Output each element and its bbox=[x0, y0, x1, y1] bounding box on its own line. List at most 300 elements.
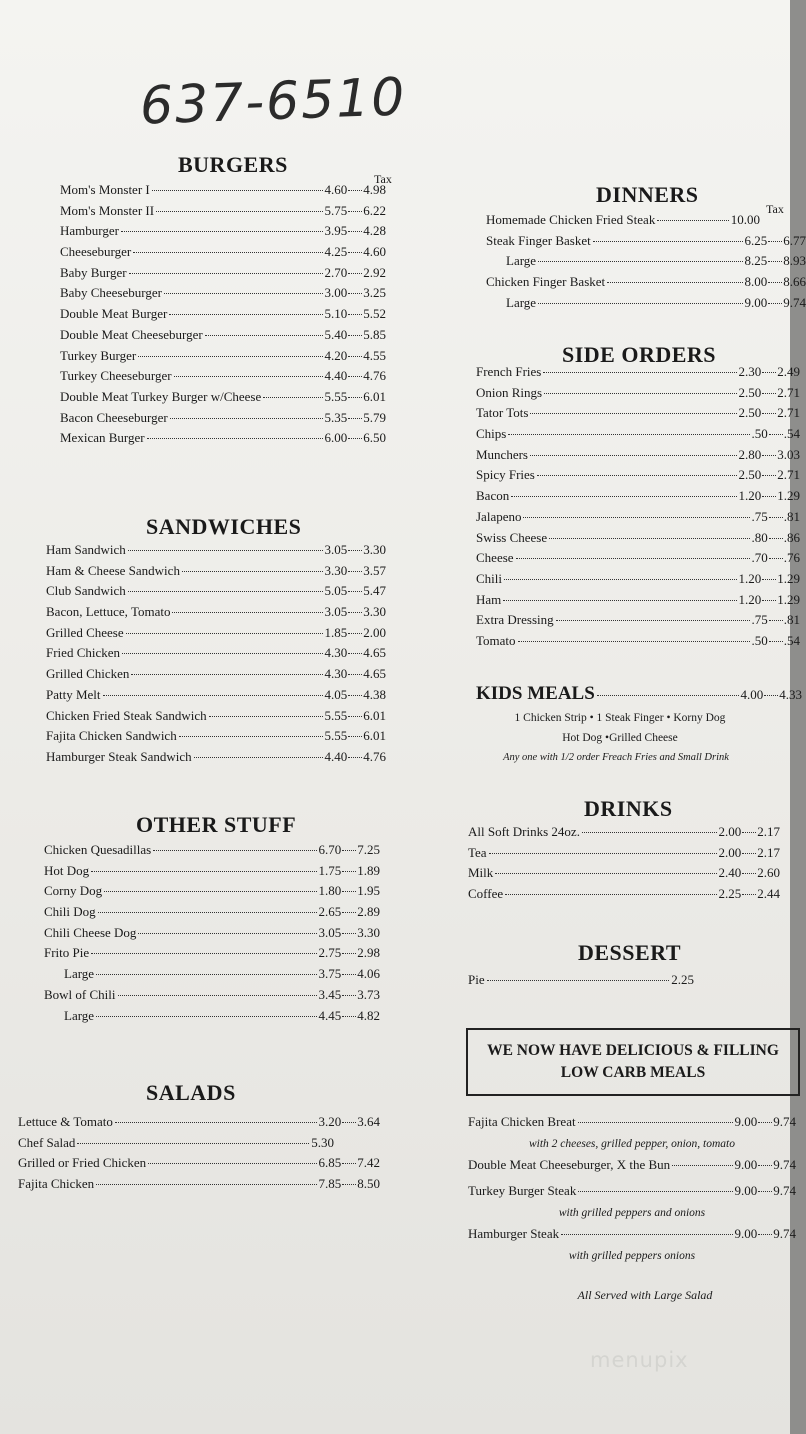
item-name: Chili Cheese Dog bbox=[44, 924, 137, 940]
item-name: Lettuce & Tomato bbox=[18, 1114, 113, 1129]
dot-leader bbox=[504, 579, 736, 580]
item-price-with-tax: 7.25 bbox=[357, 842, 380, 857]
menu-item-row bbox=[476, 362, 800, 383]
menu-item-row bbox=[476, 631, 800, 652]
menu-item-row bbox=[18, 1153, 380, 1174]
dot-leader bbox=[342, 953, 356, 954]
dot-leader bbox=[758, 1191, 772, 1192]
item-price: 2.30 bbox=[738, 364, 762, 379]
dot-leader bbox=[578, 1122, 733, 1123]
item-name: Mexican Burger bbox=[60, 430, 145, 446]
dot-leader bbox=[348, 376, 362, 377]
menu-item-row bbox=[468, 863, 780, 884]
dot-leader bbox=[543, 372, 736, 373]
menu-item-row bbox=[476, 403, 800, 424]
menu-item-row bbox=[44, 923, 380, 944]
item-price: 2.25 bbox=[671, 972, 694, 987]
item-price-with-tax: 5.47 bbox=[363, 583, 386, 599]
menu-item-row bbox=[476, 424, 800, 445]
other-stuff-title: OTHER STUFF bbox=[136, 812, 297, 837]
item-price: 1.20 bbox=[738, 591, 762, 607]
dot-leader bbox=[672, 1165, 732, 1166]
menu-item-row bbox=[46, 643, 386, 664]
dot-leader bbox=[194, 757, 323, 758]
dot-leader bbox=[348, 356, 362, 357]
item-price-with-tax: 2.44 bbox=[757, 886, 780, 902]
item-name: Tomato bbox=[476, 632, 516, 648]
sandwiches-title: SANDWICHES bbox=[146, 514, 302, 539]
item-note: with 2 cheeses, grilled pepper, onion, tomato bbox=[528, 1137, 736, 1150]
dot-leader bbox=[348, 633, 362, 634]
dot-leader bbox=[77, 1143, 309, 1144]
item-price-with-tax: 3.25 bbox=[363, 285, 386, 301]
item-price: 4.45 bbox=[318, 1007, 342, 1023]
item-price-with-tax: 4.98 bbox=[363, 182, 386, 197]
item-price: 6.70 bbox=[318, 842, 342, 857]
item-name: Large bbox=[506, 253, 537, 269]
dot-leader bbox=[518, 641, 750, 642]
item-price-with-tax: 2.71 bbox=[777, 405, 800, 421]
menu-item-row bbox=[44, 943, 380, 964]
item-price: 2.70 bbox=[324, 264, 348, 280]
dot-leader bbox=[342, 850, 356, 851]
item-name: Fajita Chicken Sandwich bbox=[46, 728, 177, 744]
item-price: 10.00 bbox=[730, 212, 760, 227]
item-name: Double Meat Burger bbox=[60, 306, 168, 322]
sandwiches-list bbox=[46, 540, 386, 768]
item-price-with-tax: 8.50 bbox=[357, 1176, 380, 1192]
item-name: Cheese bbox=[476, 550, 514, 566]
kids-meals-line3: Any one with 1/2 order Freach Fries and Small Drink bbox=[503, 752, 729, 763]
item-price: 9.00 bbox=[734, 1156, 758, 1172]
dot-leader bbox=[263, 397, 322, 398]
handwritten-phone-number: 637-6510 bbox=[139, 67, 408, 137]
dessert-title: DESSERT bbox=[578, 940, 681, 965]
dot-leader bbox=[742, 832, 756, 833]
dot-leader bbox=[544, 393, 736, 394]
menu-item-row bbox=[486, 251, 806, 272]
dot-leader bbox=[505, 894, 716, 895]
item-name: Fajita Chicken Breat bbox=[468, 1114, 576, 1129]
item-name: All Soft Drinks 24oz. bbox=[468, 824, 580, 839]
dot-leader bbox=[538, 261, 742, 262]
item-price-with-tax: .81 bbox=[783, 612, 800, 628]
item-name: Patty Melt bbox=[46, 686, 101, 702]
menu-item-row bbox=[46, 706, 386, 727]
menu-item-row bbox=[60, 242, 386, 263]
salads-title: SALADS bbox=[146, 1080, 236, 1105]
item-name: Corny Dog bbox=[44, 883, 103, 899]
menu-item-row bbox=[18, 1174, 380, 1195]
item-price-with-tax: .54 bbox=[783, 426, 800, 442]
dot-leader bbox=[148, 1163, 316, 1164]
dot-leader bbox=[768, 261, 782, 262]
dot-leader bbox=[582, 832, 717, 833]
kids-meals-title: KIDS MEALS bbox=[476, 683, 595, 704]
dot-leader bbox=[769, 434, 783, 435]
dot-leader bbox=[348, 674, 362, 675]
dot-leader bbox=[342, 995, 356, 996]
item-price: 9.00 bbox=[734, 1226, 758, 1242]
kids-meals-line1: 1 Chicken Strip • 1 Steak Finger • Korny Dog bbox=[514, 712, 726, 724]
item-price-with-tax: 8.66 bbox=[783, 274, 806, 290]
item-price-with-tax: 2.98 bbox=[357, 945, 380, 961]
dot-leader bbox=[769, 538, 783, 539]
menu-item-row bbox=[476, 465, 800, 486]
menu-item-row bbox=[46, 581, 386, 602]
item-price: .80 bbox=[751, 529, 768, 545]
dot-leader bbox=[348, 438, 362, 439]
dot-leader bbox=[348, 612, 362, 613]
item-price: 4.25 bbox=[324, 244, 348, 260]
dot-leader bbox=[762, 455, 776, 456]
item-name: Large bbox=[64, 966, 95, 982]
dot-leader bbox=[549, 538, 749, 539]
dot-leader bbox=[342, 891, 356, 892]
dot-leader bbox=[561, 1234, 732, 1235]
item-name: Cheeseburger bbox=[60, 244, 132, 260]
item-name: Grilled Chicken bbox=[46, 666, 130, 682]
item-price: 2.65 bbox=[318, 904, 342, 920]
dot-leader bbox=[489, 853, 717, 854]
dot-leader bbox=[170, 418, 323, 419]
other-stuff-list bbox=[44, 840, 380, 1026]
item-price-with-tax: 6.22 bbox=[363, 202, 386, 218]
item-price-with-tax: 2.71 bbox=[777, 467, 800, 483]
item-name: Bacon Cheeseburger bbox=[60, 409, 168, 425]
item-price: 5.55 bbox=[324, 707, 348, 723]
item-price-with-tax: 9.74 bbox=[773, 1114, 796, 1129]
item-price: .75 bbox=[751, 508, 768, 524]
menu-item-row bbox=[476, 507, 800, 528]
dot-leader bbox=[342, 1163, 356, 1164]
dot-leader bbox=[348, 550, 362, 551]
menu-item-row bbox=[44, 1006, 380, 1027]
item-price-with-tax: 6.01 bbox=[363, 388, 386, 404]
low-carb-footer: All Served with Large Salad bbox=[577, 1288, 713, 1302]
dinners-title: DINNERS bbox=[596, 182, 699, 207]
dot-leader bbox=[128, 550, 323, 551]
dot-leader bbox=[762, 600, 776, 601]
item-note: with grilled peppers and onions bbox=[558, 1207, 706, 1220]
item-price-with-tax: 2.89 bbox=[357, 904, 380, 920]
menu-item-row bbox=[468, 822, 780, 843]
item-price-with-tax: 1.29 bbox=[777, 488, 800, 504]
menu-item-row bbox=[60, 304, 386, 325]
item-price-with-tax: 3.03 bbox=[777, 446, 800, 462]
item-price: 1.20 bbox=[738, 570, 762, 586]
item-name: Chef Salad bbox=[18, 1134, 76, 1150]
dot-leader bbox=[530, 413, 736, 414]
dot-leader bbox=[96, 1016, 316, 1017]
dot-leader bbox=[537, 475, 737, 476]
dot-leader bbox=[118, 995, 317, 996]
item-price: 8.25 bbox=[744, 253, 768, 269]
item-price: 2.00 bbox=[718, 844, 742, 860]
item-price-with-tax: 2.92 bbox=[363, 264, 386, 280]
dot-leader bbox=[205, 335, 323, 336]
item-price: 8.00 bbox=[744, 274, 768, 290]
menu-item-row bbox=[44, 840, 380, 861]
item-price-with-tax: 4.28 bbox=[363, 223, 386, 239]
menu-item-row bbox=[60, 325, 386, 346]
menu-item-row bbox=[18, 1112, 380, 1133]
side-orders-list bbox=[476, 362, 800, 652]
item-price: 1.20 bbox=[738, 488, 762, 504]
item-price-with-tax: 2.71 bbox=[777, 384, 800, 400]
item-price-with-tax: 7.42 bbox=[357, 1155, 380, 1171]
menu-item-row bbox=[468, 1224, 796, 1245]
menu-item-row bbox=[18, 1133, 380, 1154]
dot-leader bbox=[762, 579, 776, 580]
dot-leader bbox=[348, 716, 362, 717]
item-name: Munchers bbox=[476, 446, 528, 462]
dot-leader bbox=[769, 517, 783, 518]
dot-leader bbox=[133, 252, 322, 253]
item-price: .75 bbox=[751, 612, 768, 628]
item-price: 9.00 bbox=[744, 294, 768, 310]
menupix-watermark: menupix bbox=[590, 1348, 689, 1372]
item-price: 5.40 bbox=[324, 326, 348, 342]
item-name: Homemade Chicken Fried Steak bbox=[486, 212, 656, 227]
drinks-title: DRINKS bbox=[584, 796, 673, 821]
item-price: 5.30 bbox=[311, 1134, 334, 1150]
dot-leader bbox=[96, 974, 316, 975]
item-name: Turkey Cheeseburger bbox=[60, 368, 172, 384]
item-price: 9.00 bbox=[734, 1114, 758, 1129]
dot-leader bbox=[96, 1184, 316, 1185]
item-price: 9.00 bbox=[734, 1183, 758, 1199]
dot-leader bbox=[147, 438, 323, 439]
item-name: Chili Dog bbox=[44, 904, 96, 920]
menu-item-row bbox=[60, 366, 386, 387]
salads-list bbox=[18, 1112, 380, 1195]
item-name: Fried Chicken bbox=[46, 645, 121, 661]
item-price: 4.30 bbox=[324, 645, 348, 661]
dot-leader bbox=[342, 871, 356, 872]
item-price-with-tax: 4.06 bbox=[357, 966, 380, 982]
item-price: 4.60 bbox=[324, 182, 348, 197]
item-price: 2.50 bbox=[738, 384, 762, 400]
item-name: Chicken Quesadillas bbox=[44, 842, 152, 857]
item-name: Bacon bbox=[476, 488, 510, 504]
dot-leader bbox=[348, 293, 362, 294]
low-carb-banner-line2: LOW CARB MEALS bbox=[560, 1064, 706, 1081]
menu-item-row bbox=[468, 884, 780, 905]
item-name: Hamburger Steak Sandwich bbox=[46, 748, 192, 764]
item-price: 4.40 bbox=[324, 748, 348, 764]
dot-leader bbox=[348, 591, 362, 592]
dot-leader bbox=[762, 413, 776, 414]
dot-leader bbox=[131, 674, 322, 675]
dot-leader bbox=[348, 211, 362, 212]
dessert-list bbox=[468, 970, 740, 991]
item-price-with-tax: 3.64 bbox=[357, 1114, 380, 1129]
item-name: Double Meat Cheeseburger bbox=[60, 326, 203, 342]
item-price: 2.50 bbox=[738, 467, 762, 483]
dot-leader bbox=[91, 953, 316, 954]
item-price: 6.25 bbox=[744, 232, 768, 248]
dot-leader bbox=[762, 475, 776, 476]
item-name: Swiss Cheese bbox=[476, 529, 548, 545]
item-price: 6.85 bbox=[318, 1155, 342, 1171]
menu-item-row bbox=[468, 970, 740, 991]
dot-leader bbox=[593, 241, 743, 242]
dot-leader bbox=[348, 418, 362, 419]
item-price: 4.05 bbox=[324, 686, 348, 702]
item-price-with-tax: 3.57 bbox=[363, 562, 386, 578]
low-carb-list bbox=[468, 1112, 796, 1267]
dot-leader bbox=[342, 974, 356, 975]
item-name: Tator Tots bbox=[476, 405, 529, 421]
item-price-with-tax: 4.82 bbox=[357, 1007, 380, 1023]
kids-meals-line2: Hot Dog •Grilled Cheese bbox=[562, 732, 678, 744]
item-price: 1.75 bbox=[318, 862, 342, 878]
dot-leader bbox=[758, 1234, 772, 1235]
item-name: Chili bbox=[476, 570, 503, 586]
menu-item-row bbox=[468, 1155, 796, 1176]
menu-item-row bbox=[46, 747, 386, 768]
item-name: Baby Cheeseburger bbox=[60, 285, 162, 301]
menu-item-row bbox=[60, 387, 386, 408]
dot-leader bbox=[657, 220, 728, 221]
item-price: .70 bbox=[751, 550, 768, 566]
item-price: 3.05 bbox=[324, 604, 348, 620]
menu-item-row bbox=[468, 843, 780, 864]
item-price: 5.05 bbox=[324, 583, 348, 599]
item-price-with-tax: 9.74 bbox=[773, 1183, 796, 1199]
menu-item-row bbox=[46, 540, 386, 561]
item-price-with-tax: 1.29 bbox=[777, 591, 800, 607]
item-price-with-tax: 2.49 bbox=[777, 364, 800, 379]
dot-leader bbox=[126, 633, 323, 634]
item-price: 1.85 bbox=[324, 624, 348, 640]
item-name: Ham Sandwich bbox=[46, 542, 126, 557]
item-name: Chips bbox=[476, 426, 507, 442]
dot-leader bbox=[538, 303, 742, 304]
item-price-with-tax: 3.30 bbox=[363, 604, 386, 620]
dot-leader bbox=[516, 558, 750, 559]
item-name: Onion Rings bbox=[476, 384, 543, 400]
item-name: Turkey Burger Steak bbox=[468, 1183, 577, 1199]
dot-leader bbox=[762, 372, 776, 373]
dot-leader bbox=[348, 335, 362, 336]
dot-leader bbox=[348, 571, 362, 572]
kids-meals-tax: 4.33 bbox=[779, 687, 802, 702]
menu-item-row bbox=[60, 201, 386, 222]
menu-item-row bbox=[476, 383, 800, 404]
item-price: 4.40 bbox=[324, 368, 348, 384]
dot-leader bbox=[348, 397, 362, 398]
dot-leader bbox=[179, 736, 323, 737]
item-price-with-tax: 9.74 bbox=[773, 1156, 796, 1172]
item-price: 2.00 bbox=[718, 824, 742, 839]
dot-leader bbox=[503, 600, 736, 601]
dinners-list bbox=[486, 210, 806, 313]
dot-leader bbox=[768, 303, 782, 304]
item-price-with-tax: 4.65 bbox=[363, 645, 386, 661]
item-price: 2.40 bbox=[718, 865, 742, 881]
dot-leader bbox=[769, 558, 783, 559]
item-price: 2.75 bbox=[318, 945, 342, 961]
item-name: Pie bbox=[468, 972, 485, 987]
item-name: Hot Dog bbox=[44, 862, 90, 878]
item-name: Bowl of Chili bbox=[44, 986, 116, 1002]
dot-leader bbox=[342, 933, 356, 934]
item-price: 4.20 bbox=[324, 347, 348, 363]
item-price: 2.80 bbox=[738, 446, 762, 462]
item-price-with-tax: 9.74 bbox=[773, 1226, 796, 1242]
item-name: Hamburger bbox=[60, 223, 119, 239]
dot-leader bbox=[742, 873, 756, 874]
dot-leader bbox=[342, 1122, 356, 1123]
item-price-with-tax: .76 bbox=[783, 550, 800, 566]
item-name: Coffee bbox=[468, 886, 504, 902]
dot-leader bbox=[768, 241, 782, 242]
dot-leader bbox=[169, 314, 322, 315]
item-name: Club Sandwich bbox=[46, 583, 126, 599]
dot-leader bbox=[174, 376, 323, 377]
burgers-list bbox=[60, 180, 386, 449]
menu-item-row bbox=[60, 221, 386, 242]
menu-item-row bbox=[60, 263, 386, 284]
menu-item-row bbox=[486, 272, 806, 293]
item-price-with-tax: 4.76 bbox=[363, 748, 386, 764]
item-price-with-tax: 6.01 bbox=[363, 728, 386, 744]
dot-leader bbox=[578, 1191, 732, 1192]
item-price-with-tax: 9.74 bbox=[783, 294, 806, 310]
dot-leader bbox=[348, 252, 362, 253]
dot-leader bbox=[762, 496, 776, 497]
item-name: Turkey Burger bbox=[60, 347, 137, 363]
kids-meals-price: 4.00 bbox=[740, 687, 764, 702]
item-price-with-tax: 2.17 bbox=[757, 824, 780, 839]
item-name: Ham bbox=[476, 591, 502, 607]
item-name: Bacon, Lettuce, Tomato bbox=[46, 604, 171, 620]
dot-leader bbox=[115, 1122, 317, 1123]
item-price: 5.10 bbox=[324, 306, 348, 322]
menu-item-row bbox=[476, 548, 800, 569]
dot-leader bbox=[121, 231, 323, 232]
item-price-with-tax: 5.52 bbox=[363, 306, 386, 322]
dot-leader bbox=[523, 517, 749, 518]
dot-leader bbox=[91, 871, 316, 872]
item-name: Mom's Monster II bbox=[60, 202, 155, 218]
dot-leader bbox=[138, 933, 316, 934]
item-name: Spicy Fries bbox=[476, 467, 535, 483]
item-price-with-tax: 4.55 bbox=[363, 347, 386, 363]
dot-leader bbox=[742, 853, 756, 854]
dot-leader bbox=[104, 891, 316, 892]
item-price-with-tax: 2.17 bbox=[757, 844, 780, 860]
menu-item-row bbox=[44, 881, 380, 902]
dot-leader bbox=[495, 873, 716, 874]
menu-item-row bbox=[44, 861, 380, 882]
item-price-with-tax: 1.89 bbox=[357, 862, 380, 878]
dot-leader bbox=[511, 496, 736, 497]
item-price: 2.25 bbox=[718, 886, 742, 902]
burgers-title: BURGERS bbox=[178, 152, 288, 177]
menu-item-row bbox=[468, 1112, 796, 1133]
menu-item-row bbox=[468, 1181, 796, 1202]
dot-leader bbox=[122, 653, 322, 654]
menu-item-row bbox=[44, 964, 380, 985]
item-price: 3.95 bbox=[324, 223, 348, 239]
item-name: Double Meat Turkey Burger w/Cheese bbox=[60, 388, 262, 404]
dot-leader bbox=[164, 293, 323, 294]
item-price-with-tax: 4.65 bbox=[363, 666, 386, 682]
item-price-with-tax: 1.29 bbox=[777, 570, 800, 586]
